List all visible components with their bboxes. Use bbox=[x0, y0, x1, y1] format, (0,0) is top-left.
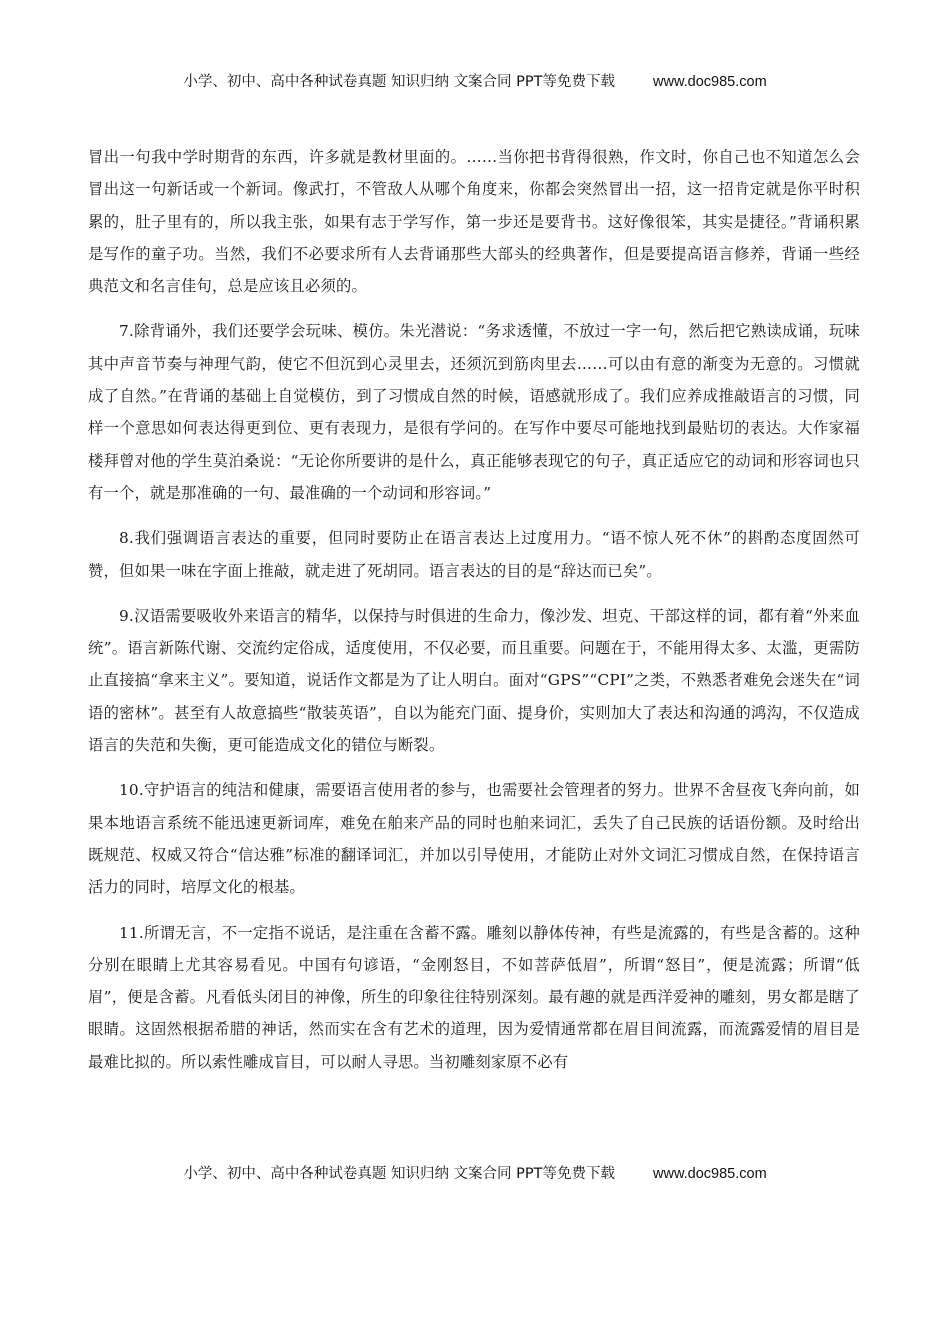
paragraph-7: 7.除背诵外，我们还要学会玩味、模仿。朱光潜说：“务求透懂，不放过一字一句，然后把它熟读成诵，玩味其中声音节奏与神理气韵，使它不但沉到心灵里去，还须沉到筋肉里去……可以由有意的渐变为无意的。习惯就成了自然。”在背诵的基础上自觉模仿，到了习惯成自然的时候，语感就形成了。我们应养成推敲语言的习惯，同样一个意思如何表达得更到位、更有表现力，是很有学问的。在写作中要尽可能地找到最贴切的表达。大作家福楼拜曾对他的学生莫泊桑说：“无论你所要讲的是什么，真正能够表现它的句子，真正适应它的动词和形容词也只有一个，就是那准确的一句、最准确的一个动词和形容词。” bbox=[88, 322, 860, 502]
page-header bbox=[0, 70, 950, 91]
document-body bbox=[88, 141, 860, 1091]
header-text: 小学、初中、高中各种试卷真题 知识归纳 文案合同 PPT等免费下载 bbox=[183, 74, 616, 90]
footer-url[interactable]: www.doc985.com bbox=[653, 1166, 767, 1182]
paragraph-continuation: 冒出一句我中学时期背的东西，许多就是教材里面的。……当你把书背得很熟，作文时，你自己也不知道怎么会冒出这一句新话或一个新词。像武打，不管敌人从哪个角度来，你都会突然冒出一招，这一招肯定就是你平时积累的，肚子里有的，所以我主张，如果有志于学写作，第一步还是要背书。这好像很笨，其实是捷径。”背诵积累是写作的童子功。当然，我们不必要求所有人去背诵那些大部头的经典著作，但是要提高语言修养，背诵一些经典范文和名言佳句，总是应该且必须的。 bbox=[88, 148, 860, 296]
page-footer bbox=[0, 1162, 950, 1183]
paragraph-9: 9.汉语需要吸收外来语言的精华，以保持与时俱进的生命力，像沙发、坦克、干部这样的词，都有着“外来血统”。语言新陈代谢、交流约定俗成，适度使用，不仅必要，而且重要。问题在于，不能用得太多、太滥，更需防止直接搞“拿来主义”。要知道，说话作文都是为了让人明白。面对“GPS”“CPI”之类，不熟悉者难免会迷失在“词语的密林”。甚至有人故意搞些“散装英语”，自以为能充门面、提身价，实则加大了表达和沟通的鸿沟，不仅造成语言的失范和失衡，更可能造成文化的错位与断裂。 bbox=[88, 606, 860, 755]
header-url[interactable]: www.doc985.com bbox=[653, 74, 767, 90]
paragraph-10: 10.守护语言的纯洁和健康，需要语言使用者的参与，也需要社会管理者的努力。世界不舍昼夜飞奔向前，如果本地语言系统不能迅速更新词库，难免在舶来产品的同时也舶来词汇，丢失了自己民族的话语份额。及时给出既规范、权威又符合“信达雅”标准的翻译词汇，并加以引导使用，才能防止对外文词汇习惯成自然，在保持语言活力的同时，培厚文化的根基。 bbox=[88, 781, 860, 897]
paragraph-11: 11.所谓无言，不一定指不说话，是注重在含蓄不露。雕刻以静体传神，有些是流露的，有些是含蓄的。这种分别在眼睛上尤其容易看见。中国有句谚语，“金刚怒目，不如菩萨低眉”，所谓“怒目”，便是流露；所谓“低眉”，便是含蓄。凡看低头闭目的神像，所生的印象往往特别深刻。最有趣的就是西洋爱神的雕刻，男女都是瞎了眼睛。这固然根据希腊的神话，然而实在含有艺术的道理，因为爱情通常都在眉目间流露，而流露爱情的眉目是最难比拟的。所以索性雕成盲目，可以耐人寻思。当初雕刻家原不必有 bbox=[88, 923, 860, 1071]
footer-text: 小学、初中、高中各种试卷真题 知识归纳 文案合同 PPT等免费下载 bbox=[183, 1166, 616, 1182]
paragraph-8: 8.我们强调语言表达的重要，但同时要防止在语言表达上过度用力。“语不惊人死不休”的斟酌态度固然可赞，但如果一味在字面上推敲，就走进了死胡同。语言表达的目的是“辞达而已矣”。 bbox=[88, 529, 860, 580]
